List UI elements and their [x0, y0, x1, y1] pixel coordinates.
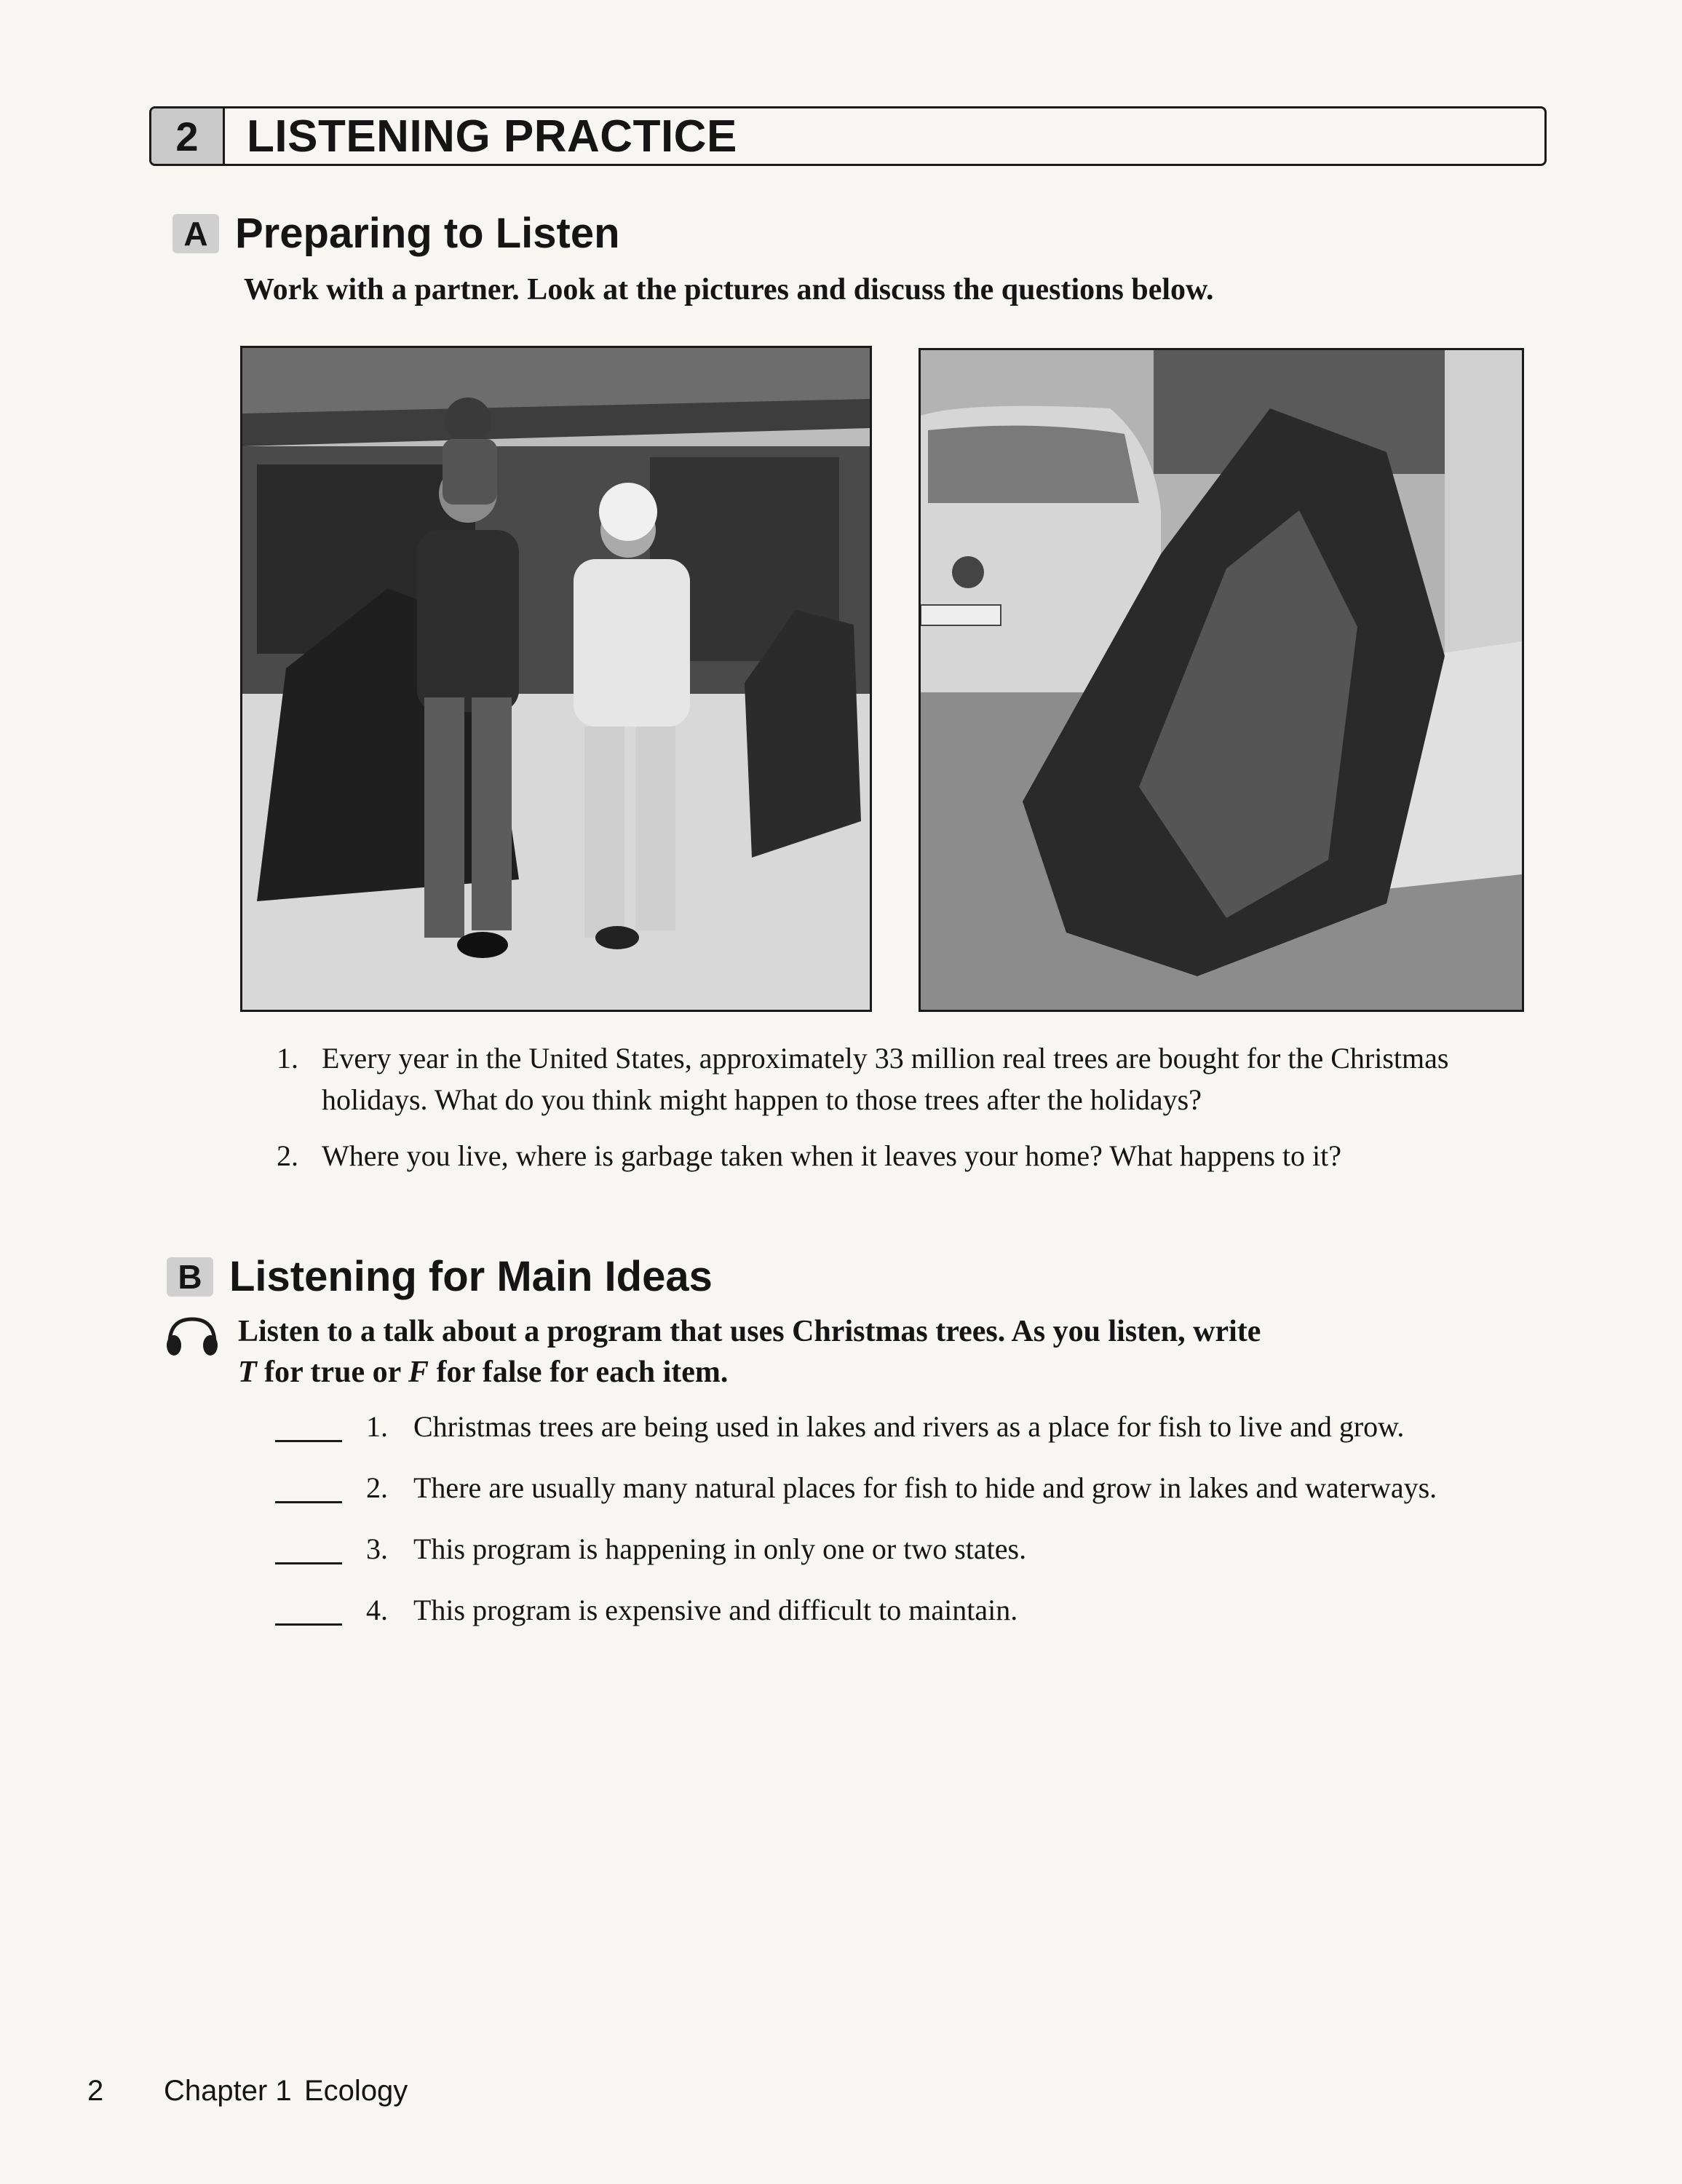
item-number: 4. [366, 1594, 388, 1626]
tf-item [275, 1466, 1454, 1510]
item-text: This program is expensive and difficult to maintain. [413, 1594, 1018, 1626]
item-text: Christmas trees are being used in lakes and rivers as a place for fish to live and grow. [413, 1410, 1405, 1443]
headphones-icon [164, 1315, 221, 1357]
part-a-questions [277, 1037, 1485, 1191]
item-number: 2. [366, 1471, 388, 1504]
part-a-title: Preparing to Listen [235, 210, 620, 257]
part-b-title: Listening for Main Ideas [229, 1253, 713, 1300]
photo-family-with-tree [240, 346, 872, 1012]
question-number: 1. [277, 1042, 298, 1075]
part-a-header [172, 209, 620, 258]
answer-blank[interactable] [275, 1501, 342, 1503]
question-number: 2. [277, 1139, 298, 1172]
item-text: There are usually many natural places for fish to hide and grow in lakes and waterways. [413, 1471, 1437, 1504]
page-number: 2 [87, 2075, 104, 2107]
chapter-label: Chapter 1 [164, 2075, 292, 2107]
question-text: Where you live, where is garbage taken when it leaves your home? What happens to it? [322, 1139, 1341, 1172]
part-b-letter: B [167, 1257, 213, 1297]
part-a-letter: A [172, 214, 219, 253]
instruction-f: F [408, 1356, 429, 1389]
item-number: 3. [366, 1532, 388, 1565]
instruction-t: T [238, 1356, 257, 1389]
part-b-instruction [238, 1311, 1490, 1393]
true-false-items [275, 1405, 1454, 1650]
question-text: Every year in the United States, approximately 33 million real trees are bought for the Christmas holidays. What do you think might happen to those trees after the holidays? [322, 1042, 1449, 1116]
tf-item [275, 1527, 1454, 1571]
answer-blank[interactable] [275, 1440, 342, 1442]
section-number: 2 [151, 108, 225, 164]
part-a-instruction: Work with a partner. Look at the pictures and discuss the questions below. [244, 273, 1214, 306]
chapter-topic: Ecology [304, 2075, 408, 2107]
section-title: LISTENING PRACTICE [247, 111, 737, 162]
item-number: 1. [366, 1410, 388, 1443]
instruction-text: for true or [256, 1356, 409, 1389]
question-item [277, 1135, 1485, 1176]
answer-blank[interactable] [275, 1623, 342, 1626]
section-header [149, 106, 1547, 166]
instruction-text: Listen to a talk about a program that uses Christmas trees. As you listen, write [238, 1315, 1261, 1348]
item-text: This program is happening in only one or two states. [413, 1532, 1027, 1565]
instruction-text: for false for each item. [429, 1356, 729, 1389]
question-item [277, 1037, 1485, 1120]
answer-blank[interactable] [275, 1562, 342, 1564]
tf-item [275, 1405, 1454, 1449]
photo-discarded-tree [919, 348, 1524, 1012]
part-b-header [167, 1252, 713, 1301]
tf-item [275, 1588, 1454, 1632]
